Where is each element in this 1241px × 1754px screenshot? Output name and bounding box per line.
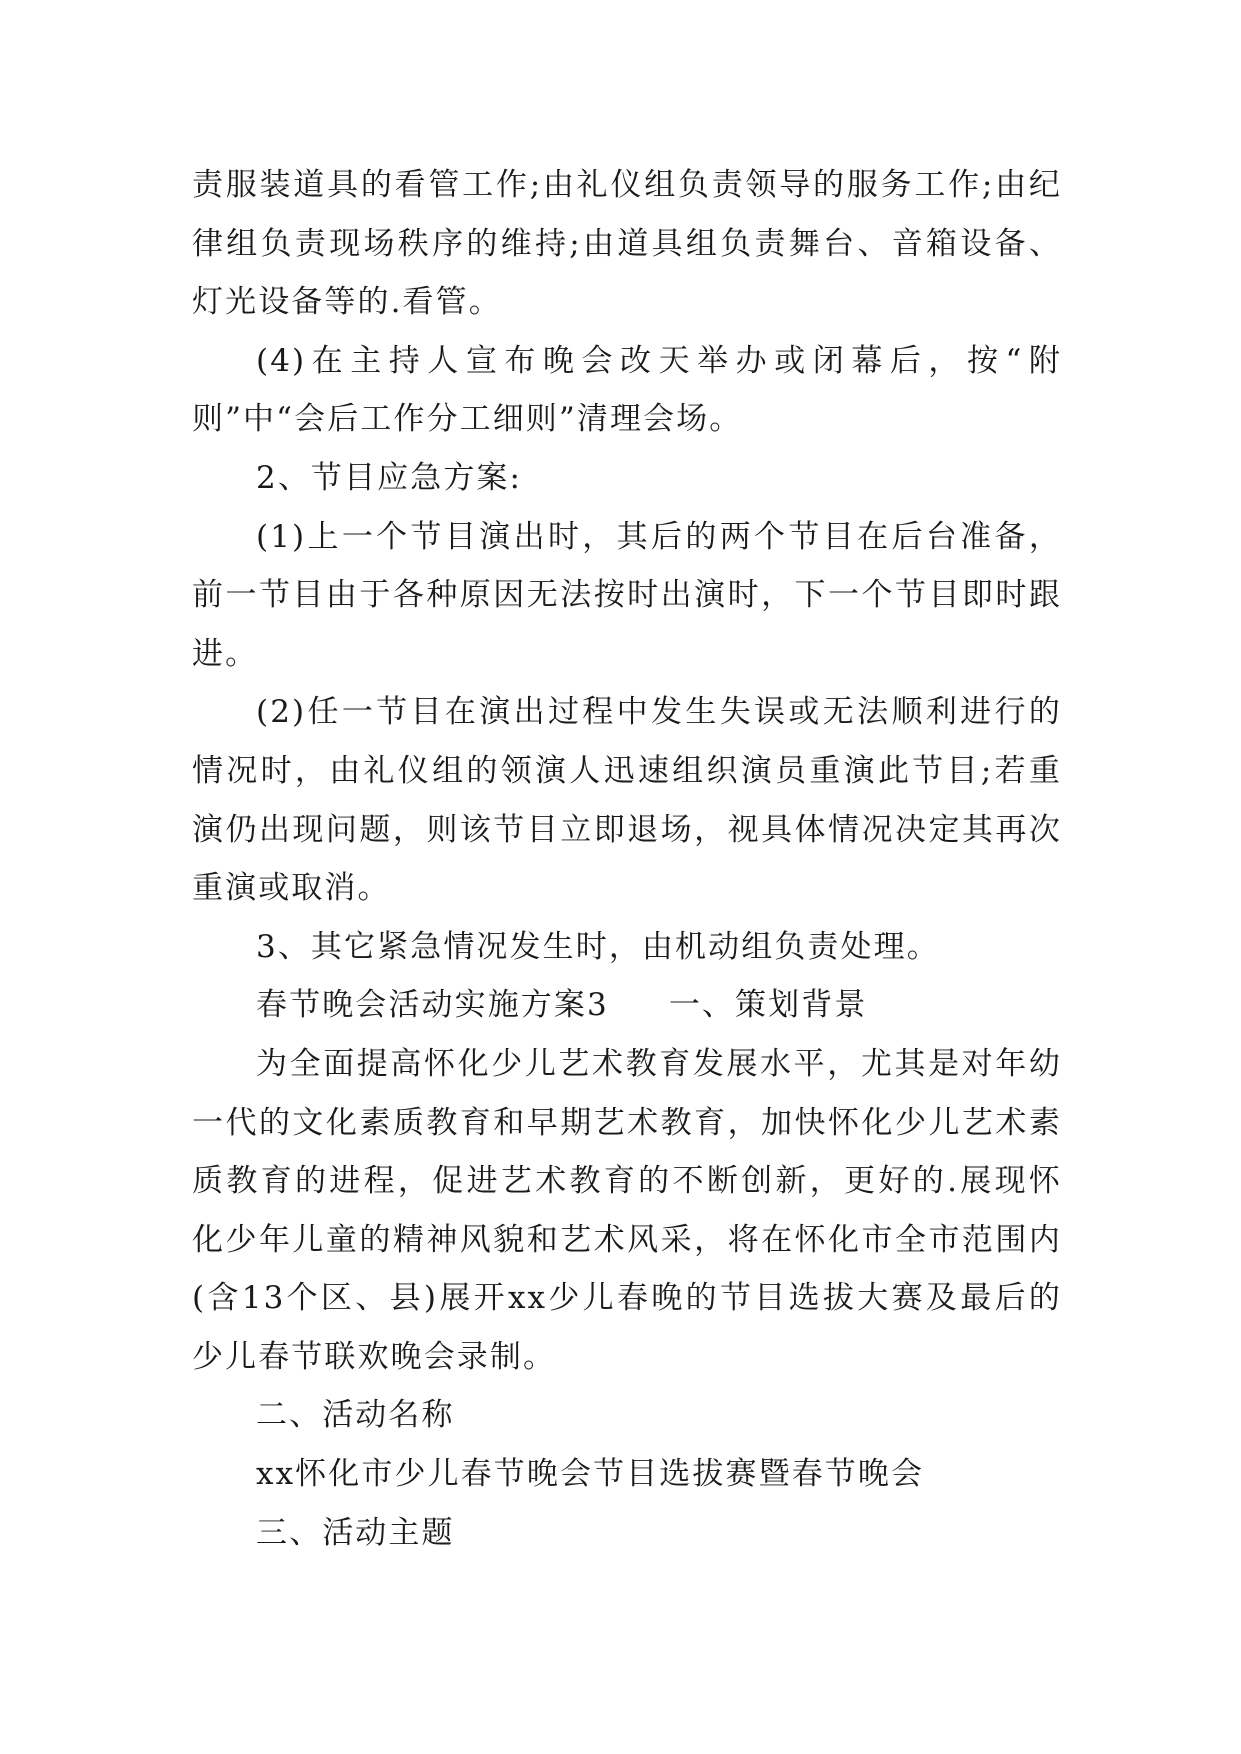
section-title: 春节晚会活动实施方案3	[256, 987, 609, 1024]
document-body	[192, 156, 1062, 1562]
paragraph-1: 责服装道具的看管工作;由礼仪组负责领导的服务工作;由纪律组负责现场秩序的维持;由道具组负责舞台、音箱设备、灯光设备等的.看管。	[192, 167, 1062, 321]
paragraph-2: (4)在主持人宣布晚会改天举办或闭幕后，按“附则”中“会后工作分工细则”清理会场。	[192, 342, 1062, 438]
paragraph-10: 三、活动主题	[256, 1514, 455, 1551]
paragraph-7: 为全面提高怀化少儿艺术教育发展水平，尤其是对年幼一代的文化素质教育和早期艺术教育，加快怀化少儿艺术素质教育的进程，促进艺术教育的不断创新，更好的.展现怀化少年儿童的精神风貌和艺术风采，将在怀化市全市范围内(含13个区、县)展开xx少儿春晚的节目选拔大赛及最后的少儿春节联欢晚会录制。	[192, 1045, 1062, 1375]
paragraph-9: xx怀化市少儿春节晚会节目选拔赛暨春节晚会	[256, 1456, 925, 1493]
paragraph-3: 2、节目应急方案:	[256, 459, 523, 496]
section-subtitle: 一、策划背景	[668, 987, 868, 1024]
paragraph-4: (1)上一个节目演出时，其后的两个节目在后台准备，前一节目由于各种原因无法按时出演时，下一个节目即时跟进。	[192, 518, 1062, 672]
paragraph-5: (2)任一节目在演出过程中发生失误或无法顺利进行的情况时，由礼仪组的领演人迅速组织演员重演此节目;若重演仍出现问题，则该节目立即退场，视具体情况决定其再次重演或取消。	[192, 694, 1062, 907]
section-heading	[192, 976, 1062, 1035]
paragraph-6: 3、其它紧急情况发生时，由机动组负责处理。	[256, 928, 940, 965]
paragraph-8: 二、活动名称	[256, 1397, 455, 1434]
